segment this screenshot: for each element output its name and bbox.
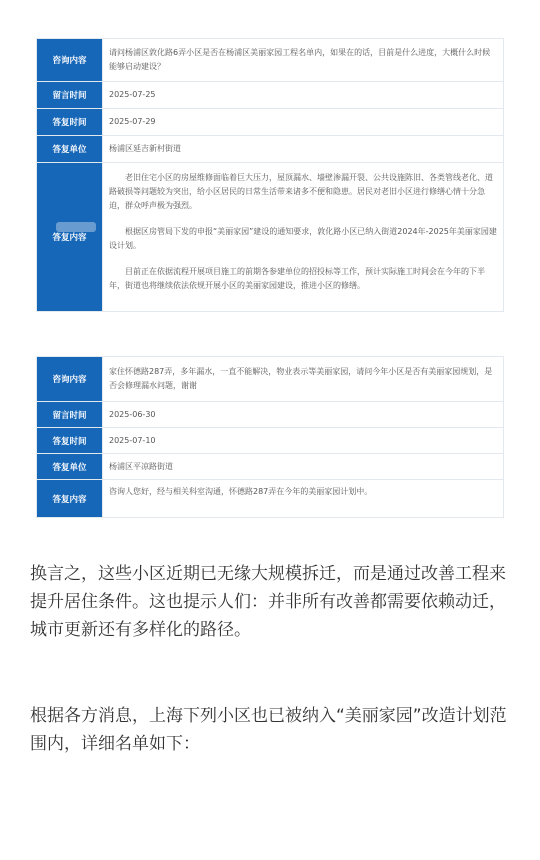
watermark-mark [56,222,96,232]
reply-unit: 杨浦区平凉路街道 [109,461,173,471]
message-date: 2025-07-25 [109,90,156,99]
question-text: 家住怀德路287弄，多年漏水，一直不能解决，物业表示等美丽家园，请问今年小区是否有美丽家园规划，是否会修理漏水问题，谢谢 [109,367,493,390]
reply-date: 2025-07-29 [109,117,156,126]
question-row [37,357,503,402]
question-label: 咨询内容 [37,357,103,401]
reply-unit: 杨浦区延吉新村街道 [109,144,181,153]
message-date-label: 留言时间 [37,402,103,427]
qa-card-2 [36,356,504,518]
question-text: 请问杨浦区敦化路6弄小区是否在杨浦区美丽家园工程名单内，如果在的话，目前是什么进度，大概什么时候能够启动建设？ [109,48,491,71]
article-paragraph: 根据各方消息，上海下列小区也已被纳入“美丽家园”改造计划范围内，详细名单如下： [30,706,507,754]
article-paragraph: 换言之，这些小区近期已无缘大规模拆迁，而是通过改善工程来提升居住条件。这也提示人们：并非所有改善都需要依赖动迁，城市更新还有多样化的路径。 [30,564,506,640]
answer-text: 咨询人您好，经与相关科室沟通，怀德路287弄在今年的美丽家园计划中。 [109,487,373,496]
question-row [37,39,503,82]
answer-paragraph: 目前正在依据流程开展项目施工的前期各参建单位的招投标等工作，预计实际施工时间会在今年的下半年，街道也将继续依法依规开展小区的美丽家园建设，推进小区的修缮。 [109,267,485,290]
reply-unit-row [37,136,503,163]
answer-row [37,163,503,311]
reply-date-row [37,428,503,454]
reply-date-row [37,109,503,136]
reply-date-label: 答复时间 [37,109,103,135]
reply-unit-row [37,454,503,480]
reply-unit-label: 答复单位 [37,136,103,162]
qa-card-1 [36,38,504,312]
answer-paragraph: 根据区房管局下发的申报“美丽家园”建设的通知要求，敦化路小区已纳入街道2024年-2025年美丽家园建设计划。 [109,227,497,250]
answer-paragraph: 老旧住宅小区的房屋维修面临着巨大压力，屋顶漏水、墙壁渗漏开裂、公共设施陈旧、各类管线老化、道路破损等问题较为突出，给小区居民的日常生活带来诸多不便和隐患。居民对老旧小区进行修缮心情十分急迫，群众呼声极为强烈。 [109,173,493,210]
message-date-label: 留言时间 [37,82,103,108]
question-label: 咨询内容 [37,39,103,81]
message-date-row [37,82,503,109]
answer-row [37,480,503,517]
answer-text [103,163,503,311]
message-date: 2025-06-30 [109,409,156,419]
reply-date: 2025-07-10 [109,435,156,445]
reply-unit-label: 答复单位 [37,454,103,479]
answer-label: 答复内容 [37,480,103,517]
message-date-row [37,402,503,428]
reply-date-label: 答复时间 [37,428,103,453]
answer-label: 答复内容 [37,163,103,311]
